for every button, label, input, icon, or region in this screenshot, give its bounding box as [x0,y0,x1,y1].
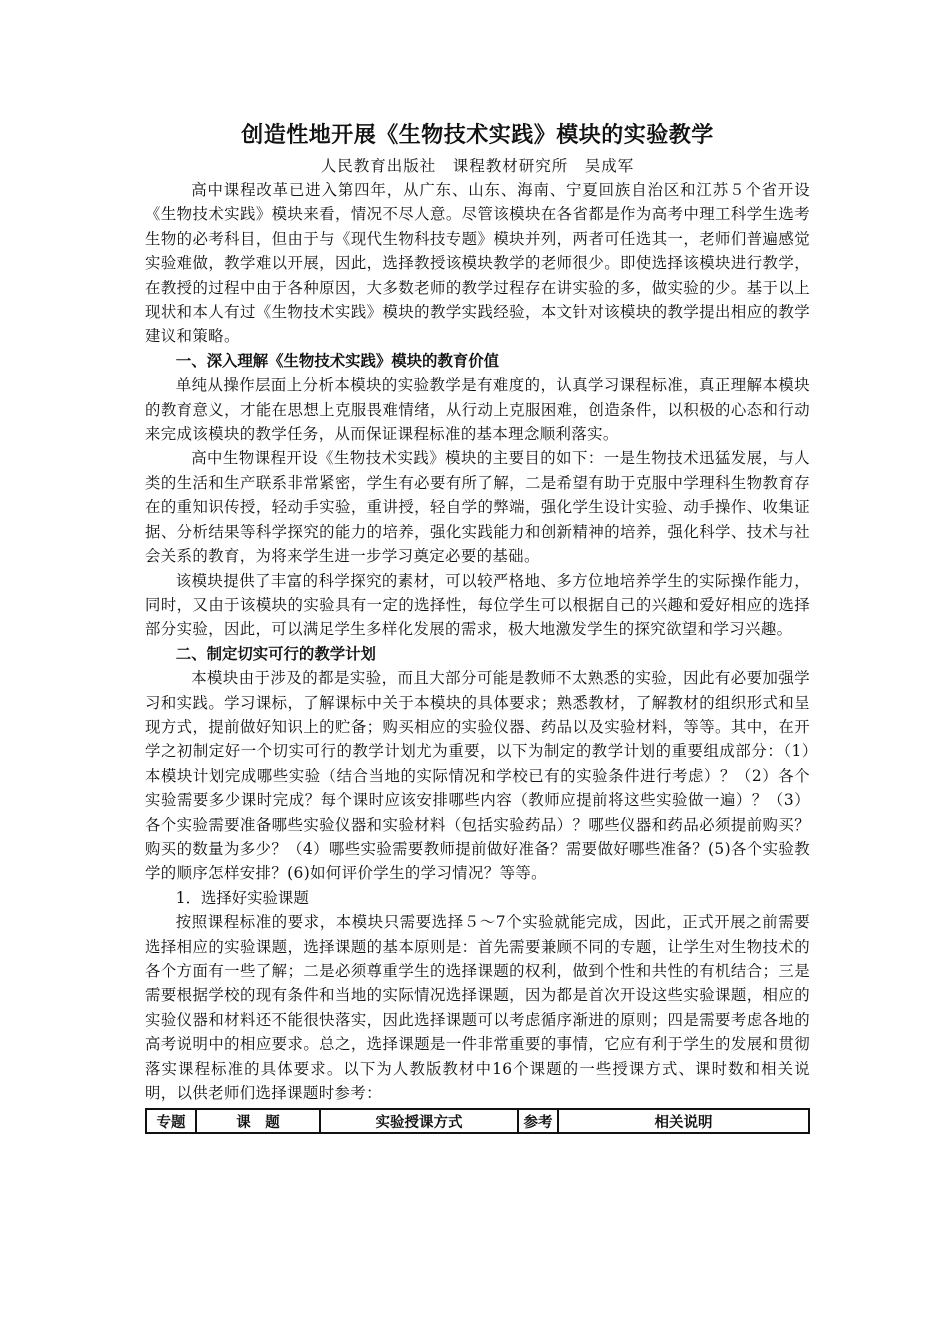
column-header-notes: 相关说明 [558,1109,809,1133]
section-2-heading: 二、制定切实可行的教学计划 [175,644,376,663]
topics-table [145,1108,810,1134]
table-header-row [146,1109,809,1133]
column-header-reference: 参考 [518,1109,558,1133]
section-1-paragraph: 该模块提供了丰富的科学探究的素材，可以较严格地、多方位地培养学生的实际操作能力，同时，又由于该模块的实验具有一定的选择性，每位学生可以根据自己的兴趣和爱好相应的选择部分实验，因此，可以满足学生多样化发展的需求，极大地激发学生的探究欲望和学习兴趣。 [145,571,810,639]
document-page [145,118,810,1134]
section-1-paragraph: 高中生物课程开设《生物技术实践》模块的主要目的如下：一是生物技术迅猛发展，与人类的生活和生产联系非常紧密，学生有必要有所了解，二是希望有助于克服中学理科生物教育存在的重知识传授，轻动手实验，重讲授，轻自学的弊端，强化学生设计实验、动手操作、收集证据、分析结果等科学探究的能力的培养，强化实践能力和创新精神的培养，强化科学、技术与社会关系的教育，为将来学生进一步学习奠定必要的基础。 [145,449,810,566]
section-1-paragraph: 单纯从操作层面上分析本模块的实验教学是有难度的，认真学习课程标准，真正理解本模块的教育意义，才能在思想上克服畏难情绪，从行动上克服困难，创造条件，以积极的心态和行动来完成该模块的教学任务，从而保证课程标准的基本理念顺利落实。 [145,376,810,444]
column-header-topic: 专题 [146,1109,196,1133]
subsection-paragraph: 按照课程标准的要求，本模块只需要选择５～7个实验就能完成，因此，正式开展之前需要选择相应的实验课题，选择课题的基本原则是：首先需要兼顾不同的专题，让学生对生物技术的各个方面有一些了解；二是必须尊重学生的选择课题的权利，做到个性和共性的有机结合；三是需要根据学校的现有条件和当地的实际情况选择课题，因为都是首次开设这些实验课题，相应的实验仪器和材料还不能很快落实，因此选择课题可以考虑循序渐进的原则；四是需要考虑各地的高考说明中的相应要求。总之，选择课题是一件非常重要的事情，它应有利于学生的发展和贯彻落实课程标准的具体要求。以下为人教版教材中16个课题的一些授课方式、课时数和相关说明，以供老师们选择课题时参考： [145,913,810,1103]
subsection-heading: 1．选择好实验课题 [175,888,309,907]
document-title: 创造性地开展《生物技术实践》模块的实验教学 [241,123,714,148]
intro-paragraph: 高中课程改革已进入第四年，从广东、山东、海南、宁夏回族自治区和江苏５个省开设《生物技术实践》模块来看，情况不尽人意。尽管该模块在各省都是作为高考中理工科学生选考生物的必考科目，但由于与《现代生物科技专题》模块并列，两者可任选其一，老师们普遍感觉实验难做，教学难以开展，因此，选择教授该模块教学的老师很少。即使选择该模块进行教学，在教授的过程中由于各种原因，大多数老师的教学过程存在讲实验的多，做实验的少。基于以上现状和本人有过《生物技术实践》模块的教学实践经验，本文针对该模块的教学提出相应的教学建议和策略。 [145,181,810,346]
column-header-subject: 课 题 [196,1109,320,1133]
column-header-teaching-method: 实验授课方式 [320,1109,518,1133]
section-1-heading: 一、深入理解《生物技术实践》模块的教育价值 [175,351,500,370]
section-2-paragraph: 本模块由于涉及的都是实验，而且大部分可能是教师不太熟悉的实验，因此有必要加强学习和实践。学习课标，了解课标中关于本模块的具体要求；熟悉教材，了解教材的组织形式和呈现方式，提前做好知识上的贮备；购买相应的实验仪器、药品以及实验材料，等等。其中，在开学之初制定好一个切实可行的教学计划尤为重要，以下为制定的教学计划的重要组成部分：（1）本模块计划完成哪些实验（结合当地的实际情况和学校已有的实验条件进行考虑）？（2）各个实验需要多少课时完成？每个课时应该安排哪些内容（教师应提前将这些实验做一遍）？（3）各个实验需要准备哪些实验仪器和实验材料（包括实验药品）？哪些仪器和药品必须提前购买？购买的数量为多少？（4）哪些实验需要教师提前做好准备？需要做好哪些准备？(5)各个实验教学的顺序怎样安排？(6)如何评价学生的学习情况？等等。 [145,669,810,883]
author-byline: 人民教育出版社 课程教材研究所 吴成军 [320,157,635,175]
